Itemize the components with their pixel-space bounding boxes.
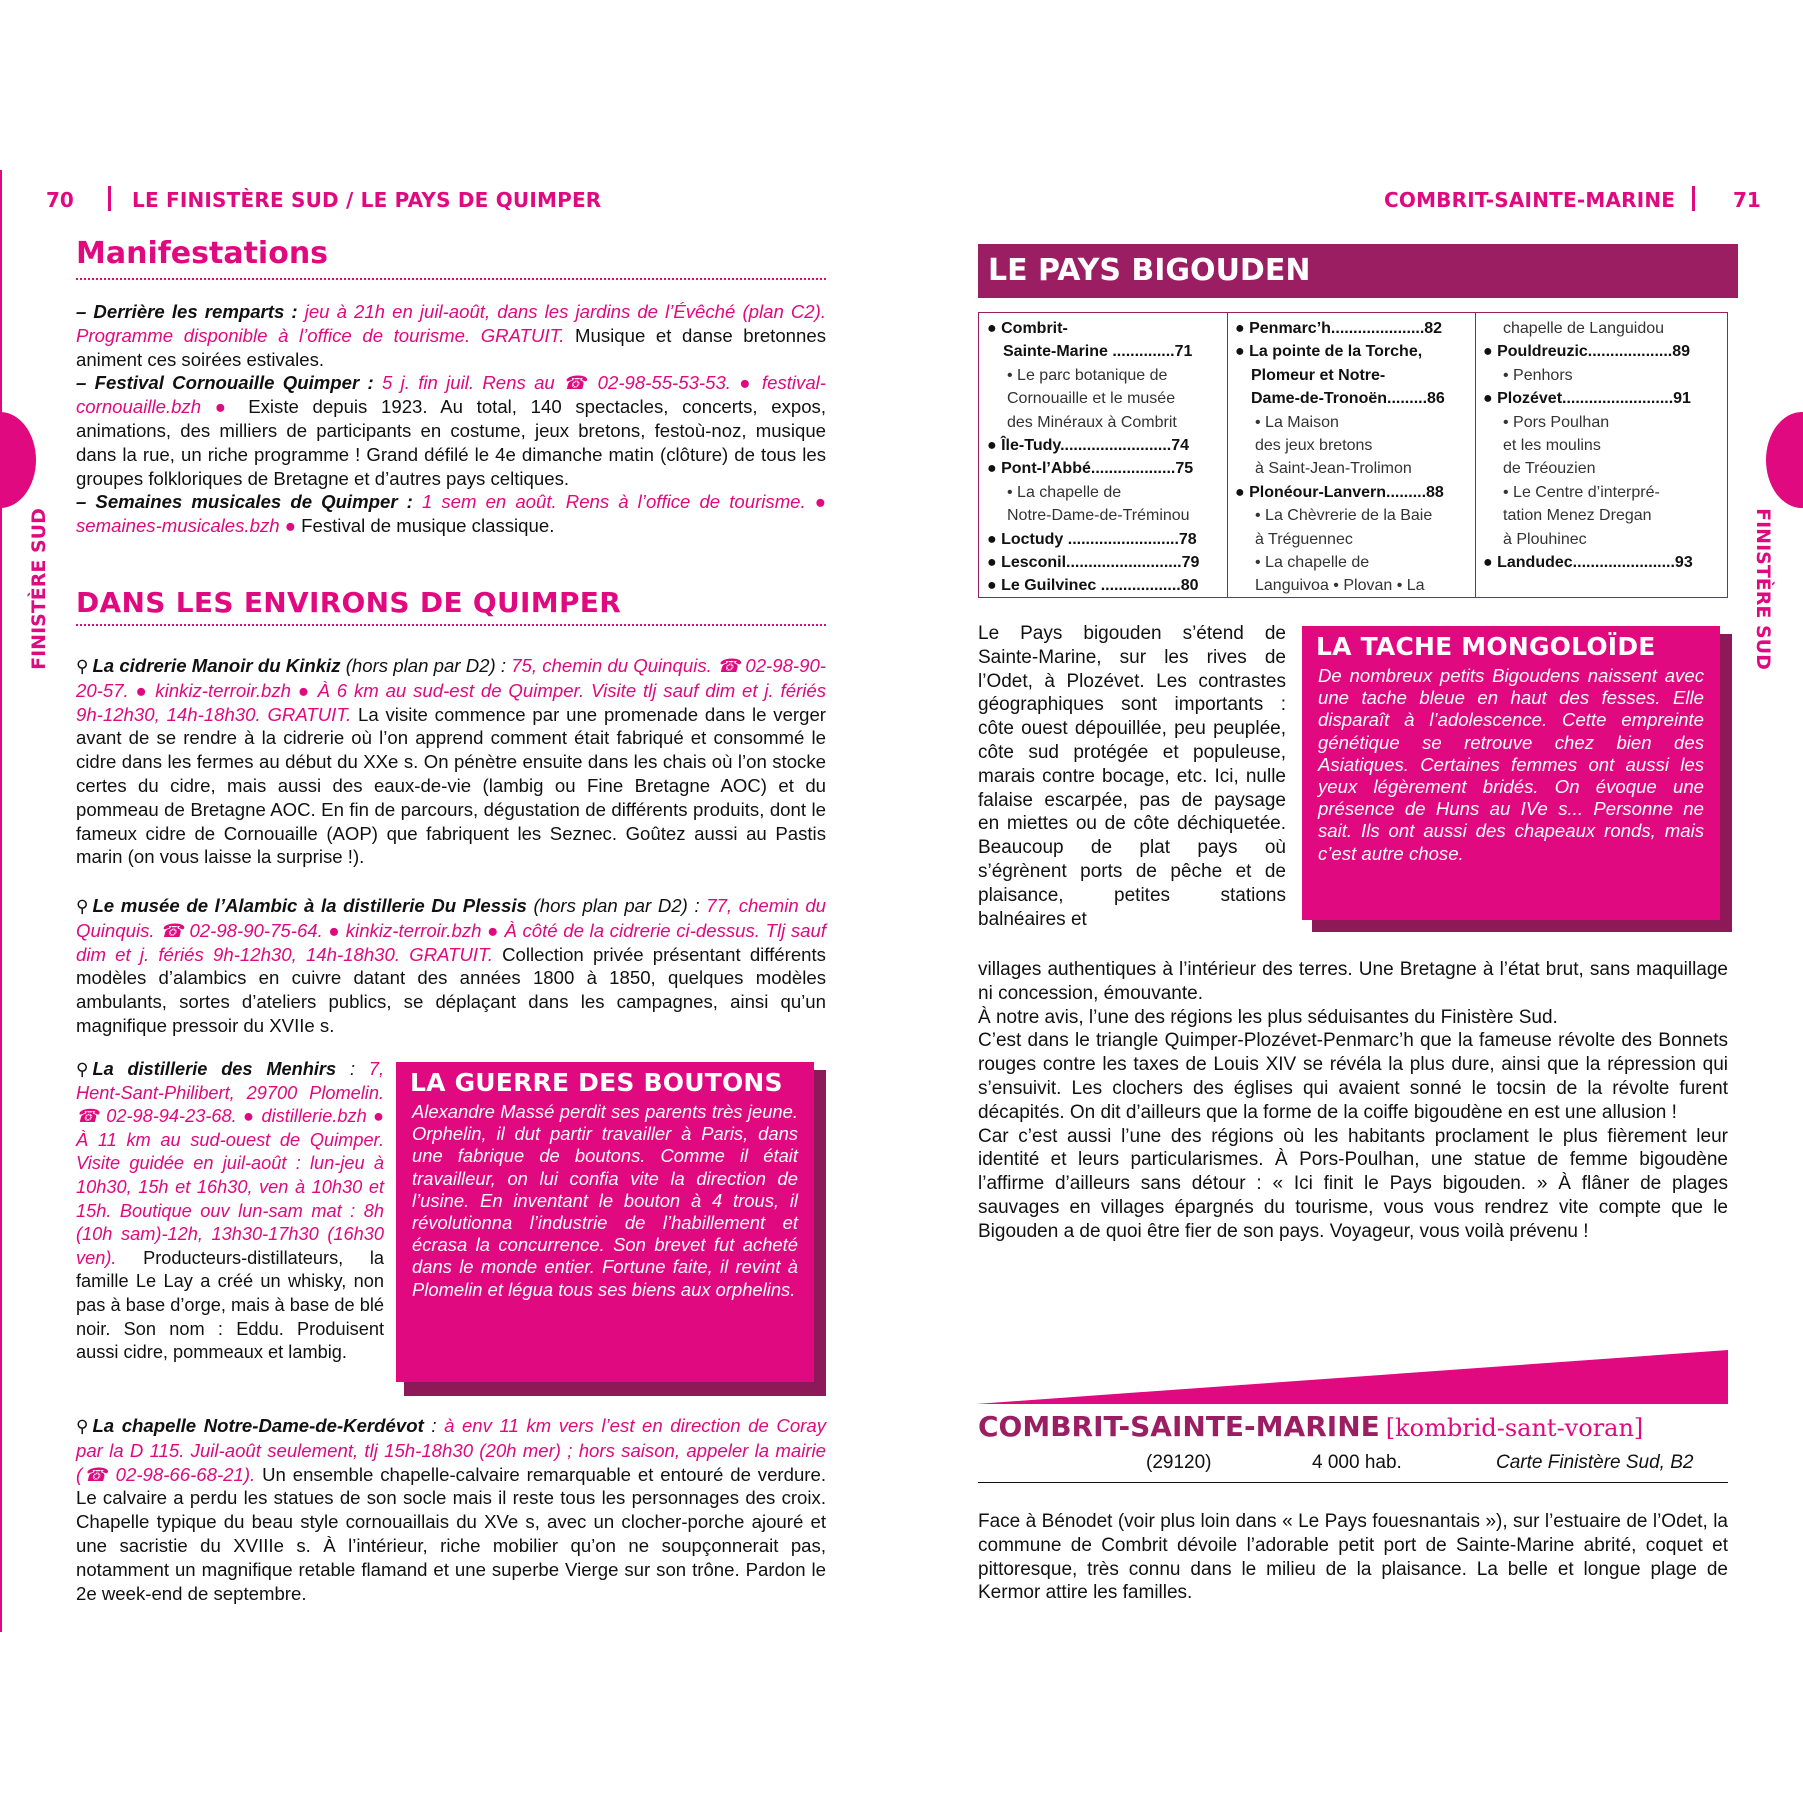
- contents-col-3: chapelle de Languidou ● Pouldreuzic...................89 • Penhors ● Plozévet.........................91 • Pors Poulhan et les moulins de Tréouzien • Le Centre d’interpré- tation Menez Dregan à Plouhinec ● Landudec.......................93: [1483, 320, 1693, 572]
- manif-item: – Derrière les remparts : jeu à 21h en juil-août, dans les jardins de l’Évêché (plan C2). Programme disponible à l’office de tourisme. GRATUIT. Musique et danse bretonnes animent ces soirées estivales.: [76, 301, 826, 370]
- visit-icon: ⚲: [76, 657, 89, 676]
- right-head-separator: [1692, 186, 1695, 211]
- entry-alambic: ⚲ Le musée de l’Alambic à la distillerie Du Plessis (hors plan par D2) : 77, chemin du Quinquis. ☎ 02-98-90-75-64. ● kinkiz-terroir.bzh ● À côté de la cidrerie ci-dessus. Tlj sauf dim et j. fériés 9h-12h30, 14h-18h30. GRATUIT. Collection privée présentant différents modèles d’alambics en cuivre datant des années 1800 à 1850, quelques modèles ambulants, sortes d’ateliers publics, se déplaçant dans les campagnes, ainsi qu’un magnifique pressoir du XVIIe s.: [76, 895, 826, 1036]
- left-running-head: LE FINISTÈRE SUD / LE PAYS DE QUIMPER: [132, 188, 602, 212]
- right-side-label: FINISTÈRE SUD: [1751, 508, 1774, 670]
- left-page-number: 70: [46, 188, 74, 212]
- visit-icon: ⚲: [76, 897, 89, 916]
- entry-distillerie: ⚲ La distillerie des Menhirs : 7, Hent-Sant-Philibert, 29700 Plomelin. ☎ 02-98-94-23-68. ● distillerie.bzh ● À 11 km au sud-ouest de Quimper. Visite guidée en juil-août : lun-jeu à 10h30, 15h et 16h30, ven à 10h30 et 15h. Boutique ouv lun-sam mat : 8h (10h sam)-12h, 13h30-17h30 (16h30 ven). Producteurs-distillateurs, la famille Le Lay a créé un whisky, non pas à base d’orge, mais à base de blé noir. Son nom : Eddu. Produisent aussi cidre, pommeaux et lambig.: [76, 1059, 384, 1363]
- town-description: Face à Bénodet (voir plus loin dans « Le Pays fouesnantais »), sur l’estuaire de l’Odet, la commune de Combrit dévoile l’adorable petit port de Sainte-Marine abrité, coquet et pittoresque, très connu dans le milieu de la plaisance. La belle et longue plage de Kermor attire les familles.: [978, 1511, 1728, 1604]
- town-divider-wedge: [976, 1348, 1730, 1404]
- town-postcode: (29120): [1146, 1452, 1212, 1473]
- town-map-ref: Carte Finistère Sud, B2: [1496, 1452, 1694, 1473]
- town-title: COMBRIT-SAINTE-MARINE [kombrid-sant-voran]: [978, 1410, 1644, 1443]
- town-population: 4 000 hab.: [1312, 1452, 1402, 1473]
- contents-col-2: ● Penmarc’h.....................82 ● La pointe de la Torche, Plomeur et Notre- Dame-de-Tronoën.........86 • La Maison des jeux bretons à Saint-Jean-Trolimon ● Plonéour-Lanvern.........88 • La Chèvrerie de la Baie à Tréguennec • La chapelle de Languivoa • Plovan • La: [1235, 320, 1445, 595]
- manifestations-heading: Manifestations: [76, 236, 329, 271]
- contents-col-1: ● Combrit- Sainte-Marine ..............71 • Le parc botanique de Cornouaille et le musée des Minéraux à Combrit ● Île-Tudy.........................74 ● Pont-l’Abbé...................75 • La chapelle de Notre-Dame-de-Tréminou ● Loctudy .........................78 ● Lesconil..........................79 ● Le Guilvinec ..................80: [987, 320, 1200, 595]
- tache-mongoloide-box: [1302, 626, 1720, 920]
- town-pronunciation: [kombrid-sant-voran]: [1385, 1414, 1644, 1442]
- right-side-tab: [1766, 412, 1803, 508]
- right-page-number: 71: [1733, 188, 1761, 212]
- contents-divider: [1475, 313, 1476, 597]
- box-title: LA TACHE MONGOLOÏDE: [1316, 632, 1656, 661]
- entry-cidrerie: ⚲ La cidrerie Manoir du Kinkiz (hors plan par D2) : 75, chemin du Quinquis. ☎ 02-98-90-20-57. ● kinkiz-terroir.bzh ● À 6 km au sud-est de Quimper. Visite tlj sauf dim et j. fériés 9h-12h30, 14h-18h30. GRATUIT. La visite commence par une promenade dans le verger avant de se rendre à la cidrerie où l’on apprend comment était fabriqué et consommé le cidre dans les fermes au début du XXe s. On pénètre ensuite dans les chais où l’on stocke certes du cidre, mais aussi des eaux-de-vie (lambig ou Fine Bretagne AOC) et du pommeau de Bretagne AOC. En fin de parcours, dégustation de différents produits, dont le fameux cidre de Cornouaille (AOP) que fabriquent les Seznec. Goûtez aussi au Pastis marin (on vous laisse la surprise !).: [76, 655, 826, 868]
- right-running-head: COMBRIT-SAINTE-MARINE: [1384, 188, 1676, 212]
- bigouden-intro-narrow: Le Pays bigouden s’étend de Sainte-Marine, sur les rives de l’Odet, à Plozévet. Les contrastes géographiques sont importants : côte ouest dépouillée, peu peuplée, côte sud protégée et populeuse, marais contre bocage, etc. Ici, nulle falaise escarpée, pas de paysage en miettes ou de côte déchiquetée. Beaucoup de plat pays où s’égrènent ports de pêche et de plaisance, petites stations balnéaires et: [978, 623, 1286, 930]
- manifestations-rule: [76, 278, 826, 280]
- entry-chapelle: ⚲ La chapelle Notre-Dame-de-Kerdévot : à env 11 km vers l’est en direction de Coray par la D 115. Juil-août seulement, tlj 15h-18h30 (20h mer) ; hors saison, appeler la mairie (☎ 02-98-66-68-21). Un ensemble chapelle-calvaire remarquable et entouré de verdure. Le calvaire a perdu les statues de son socle mais il reste tous les personnages des croix. Chapelle typique du beau style cornouaillais du XVe s, avec un clocher-porche ajouré et une sacristie du XVIIIe s. À l’intérieur, riche mobilier qu’on ne soupçonnerait pas, notamment un magnifique retable flamand et une superbe Vierge sur son trône. Pardon le 2e week-end de septembre.: [76, 1415, 826, 1604]
- manifestations-text: [76, 300, 826, 538]
- manif-item: – Festival Cornouaille Quimper : 5 j. fin juil. Rens au ☎ 02-98-55-53-53. ● festival-cornouaille.bzh ● Existe depuis 1923. Au total, 140 spectacles, concerts, expos, animations, des milliers de participants en costume, jeux bretons, festoù-noz, musique dans la rue, un riche programme ! Grand défilé le 4e dimanche matin (clôture) de tous les groupes folkloriques de Bretagne et d’autres pays celtiques.: [76, 372, 827, 489]
- pays-bigouden-banner: LE PAYS BIGOUDEN: [978, 244, 1738, 298]
- town-info-rule: [978, 1482, 1728, 1483]
- left-side-label: FINISTÈRE SUD: [27, 508, 50, 670]
- visit-icon: ⚲: [76, 1417, 89, 1436]
- environs-heading: DANS LES ENVIRONS DE QUIMPER: [76, 586, 622, 619]
- bigouden-contents: [978, 312, 1728, 598]
- box-text: Alexandre Massé perdit ses parents très jeune. Orphelin, il dut partir travailler à Paris, dans une fabrique de boutons. Comme il était travailleur, on lui confia vite la direction de l’usine. En inventant le bouton à 4 trous, il révolutionna l’industrie de l’habillement et écrasa la concurrence. Son brevet fut acheté dans le monde entier. Fortune faite, il revint à Plomelin et légua tous ses biens aux orphelins.: [412, 1101, 798, 1300]
- environs-rule: [76, 624, 826, 626]
- box-title: LA GUERRE DES BOUTONS: [410, 1068, 783, 1097]
- box-text: De nombreux petits Bigoudens naissent avec une tache bleue en haut des fesses. Elle disparaît à l’adolescence. Cette empreinte génétique se retrouve chez bien des Asiatiques. Certaines femmes ont aussi les yeux légèrement bridés. On évoque une présence de Huns au IVe s... Personne ne sait. Ils ont aussi des chapeaux ronds, mais c’est autre chose.: [1318, 665, 1704, 864]
- bigouden-intro-wide: villages authentiques à l’intérieur des terres. Une Bretagne à l’état brut, sans maquillage ni concession, émouvante. À notre avis, l’une des régions les plus séduisantes du Finistère Sud. C’est dans le triangle Quimper-Plozévet-Penmarc’h que la fameuse révolte des Bonnets rouges contre les taxes de Louis XIV se révéla la plus dure, ainsi que la répression qui s’ensuivit. Les clochers des églises qui avaient sonné le tocsin de la révolte furent décapités. On dit d’ailleurs que la forme de la coiffe bigoudène en est une allusion ! Car c’est aussi l’une des régions où les habitants proclament le plus fièrement leur identité et leurs particularismes. À Pors-Poulhan, une statue de femme bigoudène l’affirme d’ailleurs sans détour : « Ici finit le Pays bigouden. » À flâner de plages sauvages en villages épargnés du tourisme, vous vous rendrez vite compte que le Bigouden a de quoi être fier de son pays. Voyageur, vous voilà prévenu !: [978, 959, 1728, 1242]
- visit-icon: ⚲: [76, 1060, 89, 1079]
- left-head-separator: [108, 186, 111, 211]
- left-side-tab: [0, 412, 36, 508]
- guerre-boutons-box: [396, 1062, 814, 1382]
- left-margin-rule: [0, 170, 2, 1632]
- contents-divider: [1227, 313, 1228, 597]
- manif-item: – Semaines musicales de Quimper : 1 sem en août. Rens à l’office de tourisme. ● semaines-musicales.bzh ● Festival de musique classique.: [76, 491, 827, 537]
